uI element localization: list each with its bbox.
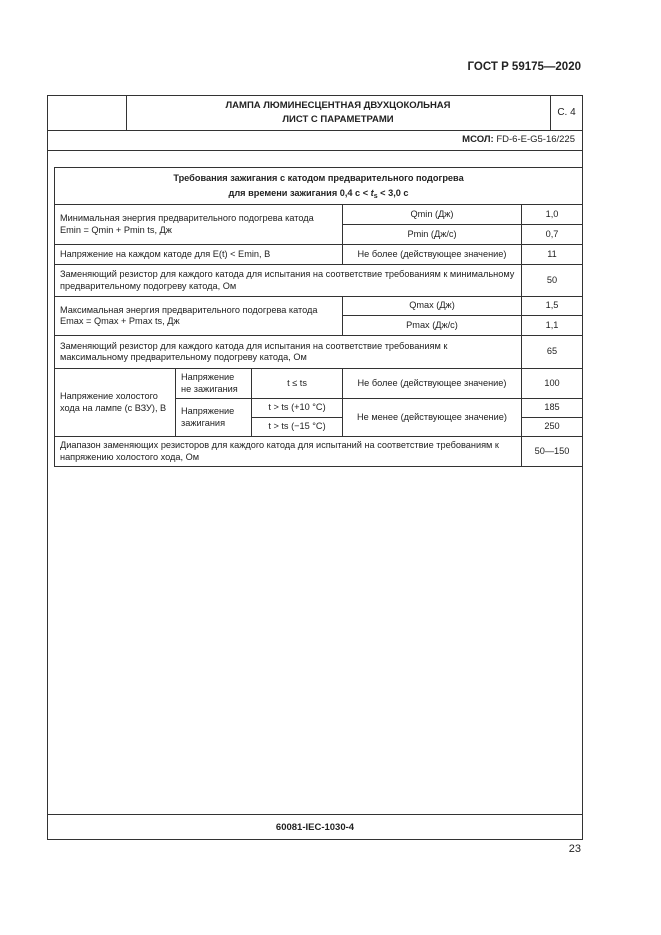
footer-code: 60081-IEC-1030-4 bbox=[275, 822, 355, 833]
ignition-requirements-table bbox=[54, 167, 583, 467]
ignition-value-cold: 250 bbox=[522, 418, 583, 437]
resistor-range-value: 50—150 bbox=[522, 437, 583, 467]
table-title: Требования зажигания с катодом предварительного подогрева для времени зажигания 0,4 $с < t_s < 3,0$ с bbox=[55, 168, 583, 205]
resistor-range-description: Диапазон заменяющих резисторов для каждого катода для испытаний на соответствие требованиям к напряжению холостого хода, Ом bbox=[55, 437, 522, 467]
open-circuit-voltage-description: Напряжение холостого хода на лампе (с ВЗУ), В bbox=[55, 369, 176, 437]
sheet-page-label: С. 4 bbox=[557, 107, 576, 118]
resistor-max-description: Заменяющий резистор для каждого катода для испытания на соответствие требованиям к максимальному предварительному подогреву катода, Ом bbox=[55, 336, 522, 369]
parameter-sheet-frame bbox=[47, 95, 583, 840]
emin-description: Минимальная энергия предварительного подогрева катода Emin = Qmin + Pmin ts, Дж bbox=[55, 205, 343, 245]
resistor-min-value: 50 bbox=[522, 265, 583, 297]
pmin-value: 0,7 bbox=[522, 225, 583, 245]
cathode-voltage-description: Напряжение на каждом катоде для E(t) < Emin, В bbox=[55, 245, 343, 265]
msol-code: FD-6-E-G5-16/225 bbox=[496, 134, 575, 145]
ignition-limit: Не менее (действующее значение) bbox=[343, 399, 522, 437]
emax-description: Максимальная энергия предварительного подогрева катода Emax = Qmax + Pmax ts, Дж bbox=[55, 297, 343, 336]
qmin-value: 1,0 bbox=[522, 205, 583, 225]
sheet-title-line2: ЛИСТ С ПАРАМЕТРАМИ bbox=[282, 114, 394, 125]
sheet-title-line1: ЛАМПА ЛЮМИНЕСЦЕНТНАЯ ДВУХЦОКОЛЬНАЯ bbox=[225, 100, 451, 111]
ignition-condition-cold: t > ts (−15 °C) bbox=[252, 418, 343, 437]
emax-formula: Emax = Qmax + Pmax ts, Дж bbox=[60, 316, 180, 326]
no-ignition-limit: Не более (действующее значение) bbox=[343, 369, 522, 399]
pmax-value: 1,1 bbox=[522, 316, 583, 336]
msol-label: МСОЛ: bbox=[462, 134, 494, 145]
qmin-label: Qmin (Дж) bbox=[343, 205, 522, 225]
cathode-voltage-value: 11 bbox=[522, 245, 583, 265]
ignition-label: Напряжение зажигания bbox=[176, 399, 252, 437]
ignition-condition-warm: t > ts (+10 °C) bbox=[252, 399, 343, 418]
no-ignition-value: 100 bbox=[522, 369, 583, 399]
resistor-min-description: Заменяющий резистор для каждого катода для испытания на соответствие требованиям к минимальному предварительному подогреву катода, Ом bbox=[55, 265, 522, 297]
resistor-max-value: 65 bbox=[522, 336, 583, 369]
cathode-voltage-condition: Не более (действующее значение) bbox=[343, 245, 522, 265]
qmax-value: 1,5 bbox=[522, 297, 583, 316]
standard-number: ГОСТ Р 59175—2020 bbox=[467, 61, 581, 73]
pmin-label: Pmin (Дж/с) bbox=[343, 225, 522, 245]
qmax-label: Qmax (Дж) bbox=[343, 297, 522, 316]
header-empty-cell bbox=[48, 96, 127, 130]
page-number: 23 bbox=[568, 843, 581, 855]
msol-designation bbox=[462, 134, 575, 145]
no-ignition-label: Напряжение не зажигания bbox=[176, 369, 252, 399]
no-ignition-condition: t ≤ ts bbox=[252, 369, 343, 399]
sheet-title bbox=[126, 96, 551, 130]
ignition-value-warm: 185 bbox=[522, 399, 583, 418]
emin-formula: Emin = Qmin + Pmin ts, Дж bbox=[60, 224, 172, 235]
pmax-label: Pmax (Дж/с) bbox=[343, 316, 522, 336]
